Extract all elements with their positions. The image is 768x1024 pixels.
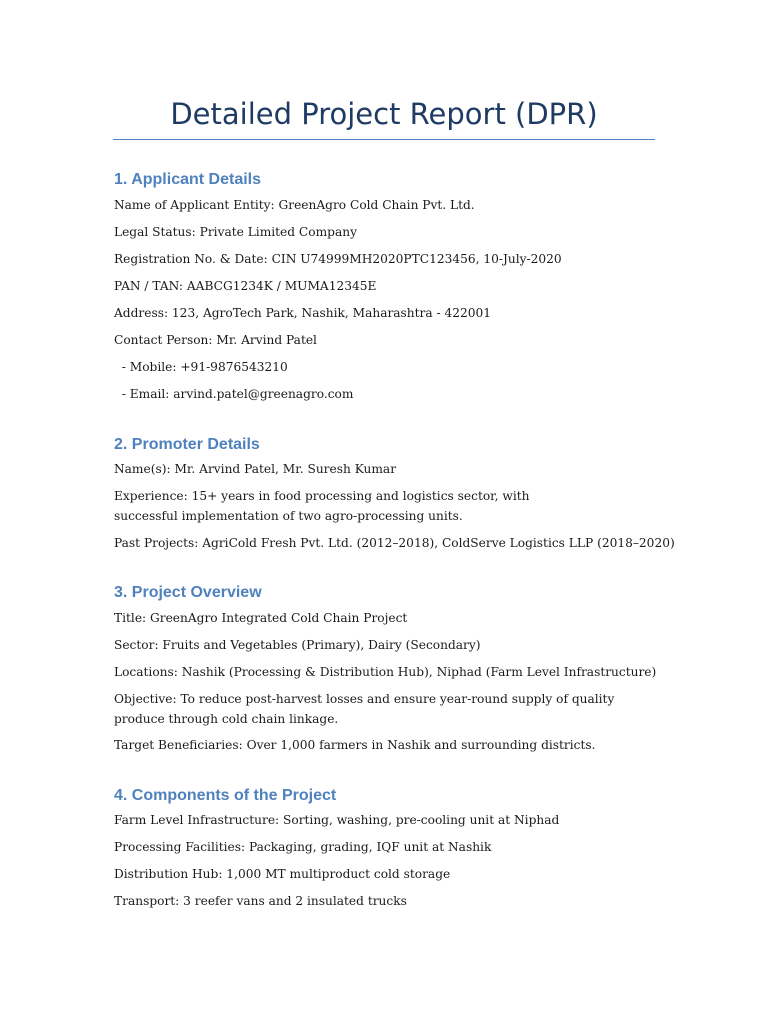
pan-tan-line: PAN / TAN: AABCG1234K / MUMA12345E bbox=[114, 279, 377, 293]
document-title: Detailed Project Report (DPR) bbox=[170, 97, 598, 131]
experience-paragraph: Experience: 15+ years in food processing and logistics sector, with successful implementation of two agro-processing units. bbox=[114, 489, 530, 523]
email-line: - Email: arvind.patel@greenagro.com bbox=[114, 387, 354, 401]
sector-line: Sector: Fruits and Vegetables (Primary), Dairy (Secondary) bbox=[114, 638, 481, 652]
project-title-line: Title: GreenAgro Integrated Cold Chain Project bbox=[114, 611, 408, 625]
section-heading-promoter-details: 2. Promoter Details bbox=[114, 436, 260, 453]
legal-status-line: Legal Status: Private Limited Company bbox=[114, 225, 357, 239]
section-heading-applicant-details: 1. Applicant Details bbox=[114, 171, 261, 188]
processing-facilities-line: Processing Facilities: Packaging, grading, IQF unit at Nashik bbox=[114, 840, 492, 854]
mobile-line: - Mobile: +91-9876543210 bbox=[114, 360, 288, 374]
applicant-name-line: Name of Applicant Entity: GreenAgro Cold Chain Pvt. Ltd. bbox=[114, 198, 475, 212]
section-heading-project-overview: 3. Project Overview bbox=[114, 584, 262, 601]
transport-line: Transport: 3 reefer vans and 2 insulated trucks bbox=[114, 894, 407, 908]
objective-paragraph: Objective: To reduce post-harvest losses and ensure year-round supply of quality produce through cold chain linkage. bbox=[114, 692, 615, 726]
farm-infrastructure-line: Farm Level Infrastructure: Sorting, washing, pre-cooling unit at Niphad bbox=[114, 813, 560, 827]
address-line: Address: 123, AgroTech Park, Nashik, Maharashtra - 422001 bbox=[114, 306, 492, 320]
locations-line: Locations: Nashik (Processing & Distribution Hub), Niphad (Farm Level Infrastructure) bbox=[114, 665, 657, 679]
distribution-hub-line: Distribution Hub: 1,000 MT multiproduct cold storage bbox=[114, 867, 451, 881]
contact-person-line: Contact Person: Mr. Arvind Patel bbox=[114, 333, 317, 347]
past-projects-line: Past Projects: AgriCold Fresh Pvt. Ltd. (2012–2018), ColdServe Logistics LLP (2018–2020) bbox=[114, 536, 675, 550]
target-beneficiaries-line: Target Beneficiaries: Over 1,000 farmers in Nashik and surrounding districts. bbox=[114, 738, 596, 752]
title-divider bbox=[113, 139, 655, 140]
section-heading-components: 4. Components of the Project bbox=[114, 787, 337, 804]
registration-line: Registration No. & Date: CIN U74999MH2020PTC123456, 10-July-2020 bbox=[114, 252, 562, 266]
promoter-names-line: Name(s): Mr. Arvind Patel, Mr. Suresh Kumar bbox=[114, 462, 397, 476]
